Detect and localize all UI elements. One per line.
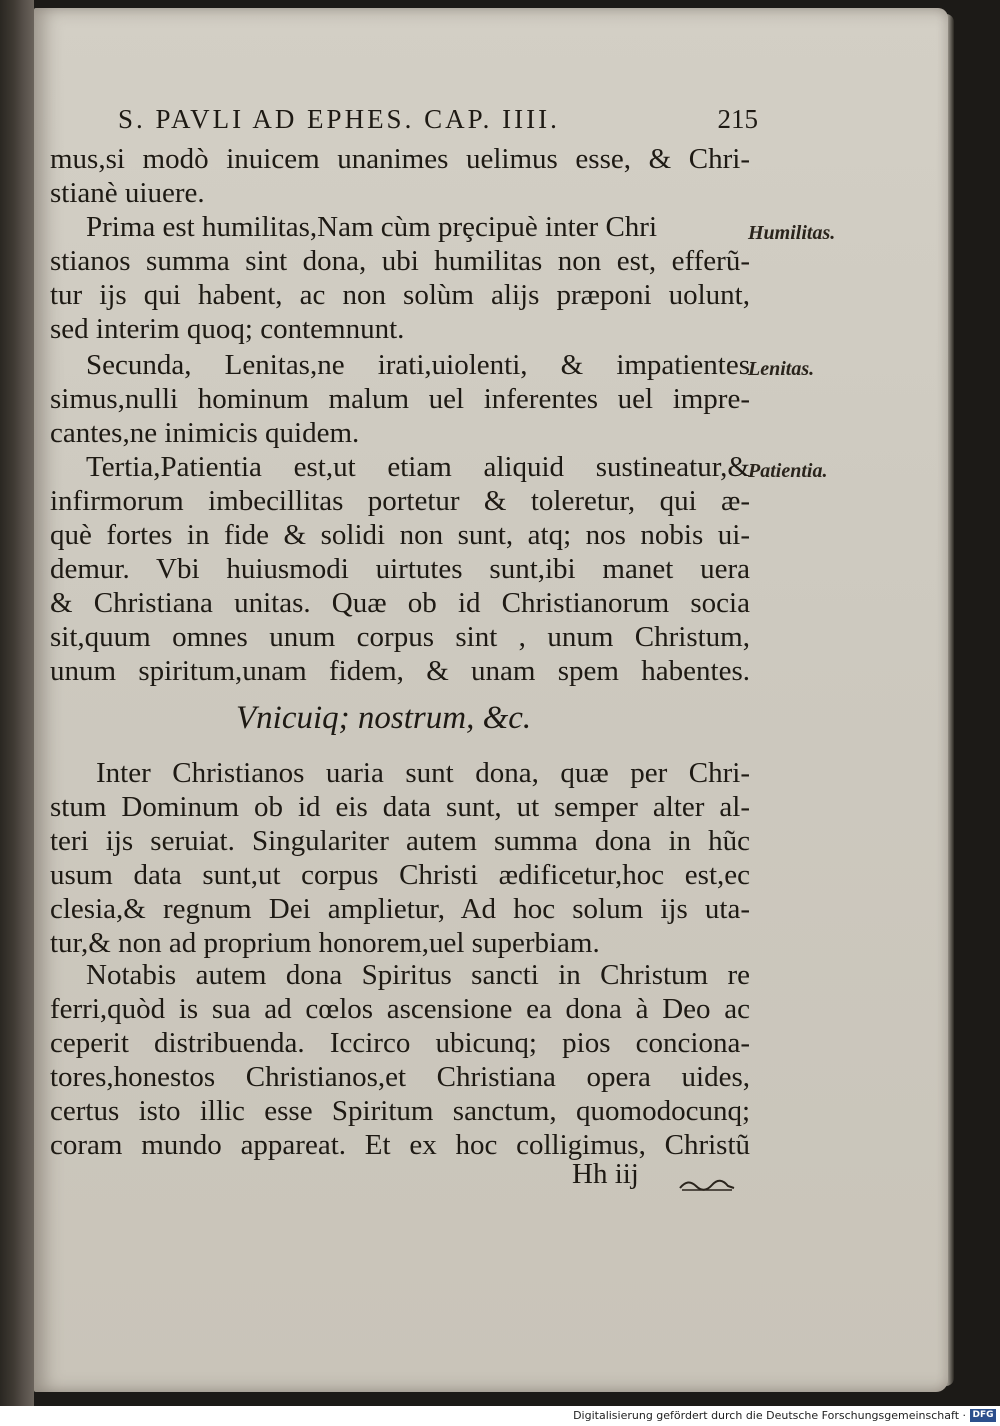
flourish-ornament bbox=[678, 1176, 736, 1192]
running-head-title: S. PAVLI AD EPHES. CAP. IIII. bbox=[118, 104, 560, 134]
text-line: ceperit distribuenda. Iccirco ubicunq; pios conciona- bbox=[50, 1027, 750, 1059]
folio-number: 215 bbox=[717, 104, 758, 134]
text-line: tur,& non ad proprium honorem,uel superbiam. bbox=[50, 927, 600, 959]
text-line: unum spiritum,unam fidem, & unam spem habentes. bbox=[50, 655, 750, 687]
text-line: stum Dominum ob id eis data sunt, ut semper alter al- bbox=[50, 791, 750, 823]
text-line: sit,quum omnes unum corpus sint , unum Christum, bbox=[50, 621, 750, 653]
text-line: stianos summa sint dona, ubi humilitas non est, efferũ- bbox=[50, 245, 750, 277]
text-line: simus,nulli hominum malum uel inferentes uel impre- bbox=[50, 383, 750, 415]
digitization-credit: Digitalisierung gefördert durch die Deutsche Forschungsgemeinschaft · bbox=[573, 1409, 966, 1422]
text-line: clesia,& regnum Dei amplietur, Ad hoc solum ijs uta- bbox=[50, 893, 750, 925]
text-line: Tertia,Patientia est,ut etiam aliquid sustineatur,& bbox=[86, 451, 750, 483]
text-line: tores,honestos Christianos,et Christiana opera uides, bbox=[50, 1061, 750, 1093]
text-line: infirmorum imbecillitas portetur & toleretur, qui æ- bbox=[50, 485, 750, 517]
text-line: certus isto illic esse Spiritum sanctum, quomodocunq; bbox=[50, 1095, 750, 1127]
text-line: Notabis autem dona Spiritus sancti in Christum re bbox=[86, 959, 750, 991]
section-heading: Vnicuiq; nostrum, &c. bbox=[236, 700, 532, 736]
text-line: teri ijs seruiat. Singulariter autem summa dona in hũc bbox=[50, 825, 750, 857]
text-line: tur ijs qui habent, ac non solùm alijs præponi uolunt, bbox=[50, 279, 750, 311]
margin-note-lenitas: Lenitas. bbox=[748, 358, 815, 380]
book-spine bbox=[0, 0, 34, 1406]
text-line: coram mundo appareat. Et ex hoc colligimus, Christũ bbox=[50, 1129, 750, 1161]
text-line: demur. Vbi huiusmodi uirtutes sunt,ibi manet uera bbox=[50, 553, 750, 585]
text-line: ferri,quòd is sua ad cœlos ascensione ea dona à Deo ac bbox=[50, 993, 750, 1025]
margin-note-humilitas: Humilitas. bbox=[748, 222, 836, 244]
text-line: & Christiana unitas. Quæ ob id Christianorum socia bbox=[50, 587, 750, 619]
footer-bar bbox=[0, 1406, 1000, 1426]
margin-note-patientia: Patientia. bbox=[748, 460, 828, 482]
dfg-logo: DFG bbox=[970, 1409, 996, 1422]
signature-mark: Hh iij bbox=[572, 1158, 639, 1190]
text-line: Inter Christianos uaria sunt dona, quæ per Chri- bbox=[96, 757, 750, 789]
text-line: què fortes in fide & solidi non sunt, atq; nos nobis ui- bbox=[50, 519, 750, 551]
text-line: usum data sunt,ut corpus Christi ædificetur,hoc est,ec bbox=[50, 859, 750, 891]
running-head bbox=[118, 104, 758, 140]
text-line: Prima est humilitas,Nam cùm prȩcipuè inter Chri bbox=[86, 211, 658, 243]
text-line: sed interim quoq; contemnunt. bbox=[50, 313, 405, 345]
text-line: stianè uiuere. bbox=[50, 177, 205, 209]
text-line: cantes,ne inimicis quidem. bbox=[50, 417, 360, 449]
text-line: mus,si modò inuicem unanimes uelimus esse, & Chri- bbox=[50, 143, 750, 175]
text-line: Secunda, Lenitas,ne irati,uiolenti, & impatientes bbox=[86, 349, 750, 381]
